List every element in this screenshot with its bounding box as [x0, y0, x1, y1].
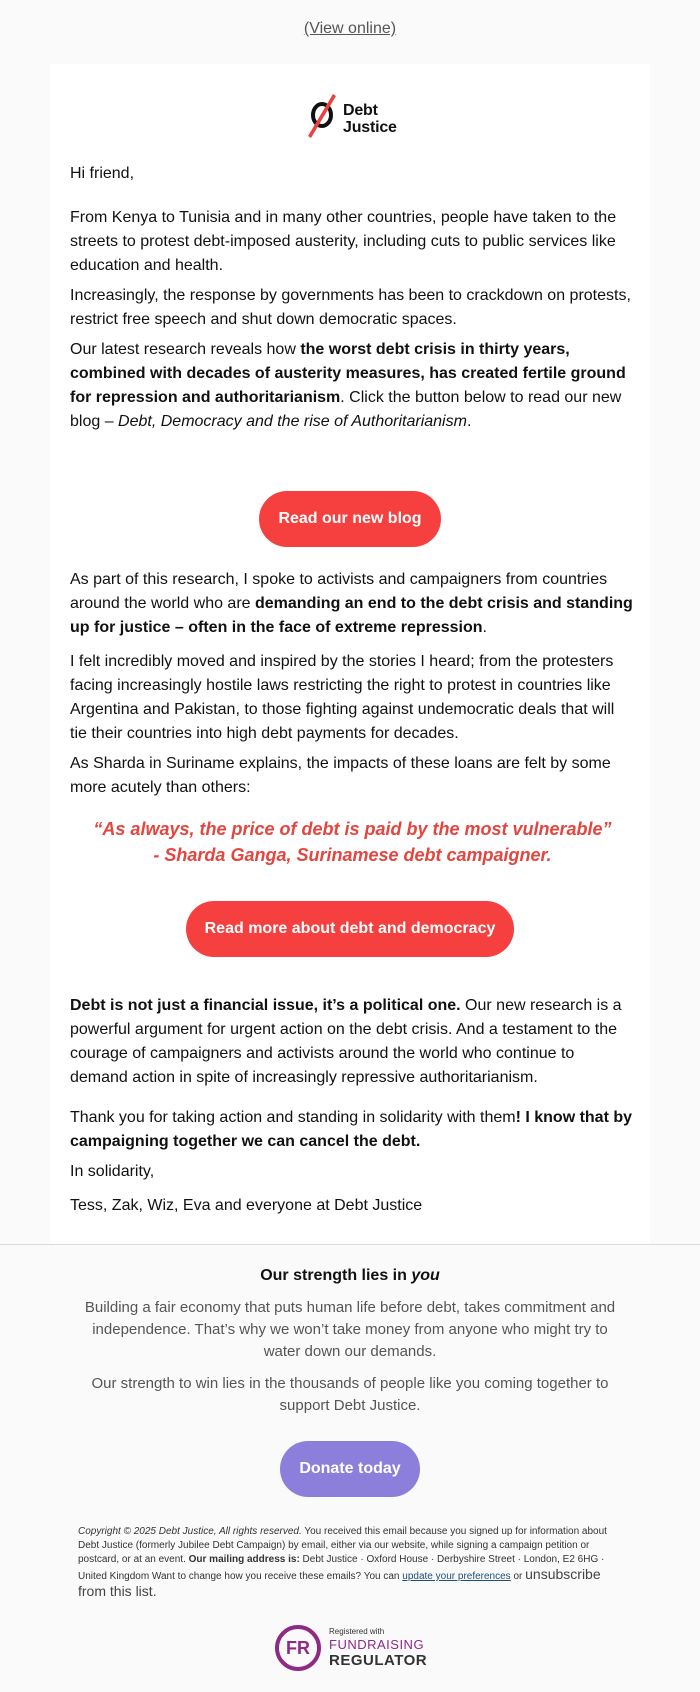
legal-text: Copyright © 2025 Debt Justice, All rights reserved. You received this email because you signed up for information about Debt Justice (formerly Jubilee Debt Campaign) by email, either via our website, while signing a campaign petition or postcard, or at an event. Our mailing address is: Debt Justice · Oxford House · Derbyshire Street · London, E2 6HG · United Kingdom Want to change how you receive these emails? You can update your preferences or unsubscribe from this list.: [78, 1526, 607, 1599]
unsubscribe-link[interactable]: unsubscribe from this list: [78, 1566, 601, 1599]
badge-fundraising-label: FUNDRAISING: [329, 1637, 425, 1652]
debt-justice-logo: [305, 92, 405, 142]
footer-paragraph-1: Building a fair economy that puts human life before debt, takes commitment and independence. That’s why we won’t take money from anyone who might try to water down our demands.: [84, 1299, 616, 1360]
view-online-bar: [0, 20, 700, 38]
sign-off: In solidarity,: [70, 1163, 155, 1180]
signature: Tess, Zak, Wiz, Eva and everyone at Debt Justice: [70, 1197, 423, 1214]
paragraph-5: I felt incredibly moved and inspired by the stories I heard; from the protesters facing increasingly hostile laws restricting the right to protest in countries like Argentina and Pakistan, to those fighting against undemocratic deals that will tie their countries into high debt payments for decades.: [70, 653, 615, 742]
read-more-debt-democracy-button[interactable]: Read more about debt and democracy: [186, 901, 514, 957]
fundraising-regulator-badge: [275, 1625, 435, 1675]
update-preferences-link[interactable]: update your preferences: [402, 1571, 511, 1582]
quote-text: “As always, the price of debt is paid by the most vulnerable”: [93, 819, 612, 839]
donate-button[interactable]: Donate today: [280, 1441, 420, 1497]
badge-registered-label: Registered with: [329, 1627, 385, 1636]
paragraph-1: From Kenya to Tunisia and in many other countries, people have taken to the streets to protest debt-imposed austerity, including cuts to public services like education and health.: [70, 209, 617, 274]
logo-word-debt: Debt: [343, 102, 378, 119]
email-card: [50, 64, 650, 1244]
paragraph-4: As part of this research, I spoke to activists and campaigners from countries around the world who are demanding an end to the debt crisis and standing up for justice – often in the face of extreme repression.: [70, 571, 633, 636]
paragraph-8: Thank you for taking action and standing in solidarity with them! I know that by campaigning together we can cancel the debt.: [70, 1109, 633, 1150]
read-blog-button[interactable]: Read our new blog: [259, 491, 441, 547]
quote-attribution: - Sharda Ganga, Surinamese debt campaigner.: [153, 845, 552, 865]
footer-title: Our strength lies in you: [260, 1267, 440, 1284]
paragraph-2: Increasingly, the response by governments has been to crackdown on protests, restrict free speech and shut down democratic spaces.: [70, 287, 631, 328]
paragraph-6: As Sharda in Suriname explains, the impacts of these loans are felt by some more acutely than others:: [70, 755, 611, 796]
greeting: Hi friend,: [70, 165, 135, 182]
debt-justice-logo-icon: [305, 92, 345, 142]
view-online-link[interactable]: (View online): [303, 20, 397, 37]
footer: [0, 1244, 700, 1692]
fr-logo-icon: FR: [275, 1625, 321, 1671]
badge-regulator-label: REGULATOR: [329, 1652, 428, 1669]
paragraph-3: Our latest research reveals how the worst debt crisis in thirty years, combined with decades of austerity measures, has created fertile ground for repression and authoritarianism. Click the button below to read our new blog – Debt, Democracy and the rise of Authoritarianism.: [70, 341, 626, 430]
logo-word-justice: Justice: [343, 119, 397, 136]
paragraph-7: Debt is not just a financial issue, it’s a political one. Our new research is a powerful argument for urgent action on the debt crisis. And a testament to the courage of campaigners and activists around the world who continue to demand action in spite of increasingly repressive authoritarianism.: [70, 997, 622, 1086]
footer-paragraph-2: Our strength to win lies in the thousands of people like you coming together to support Debt Justice.: [91, 1375, 609, 1414]
